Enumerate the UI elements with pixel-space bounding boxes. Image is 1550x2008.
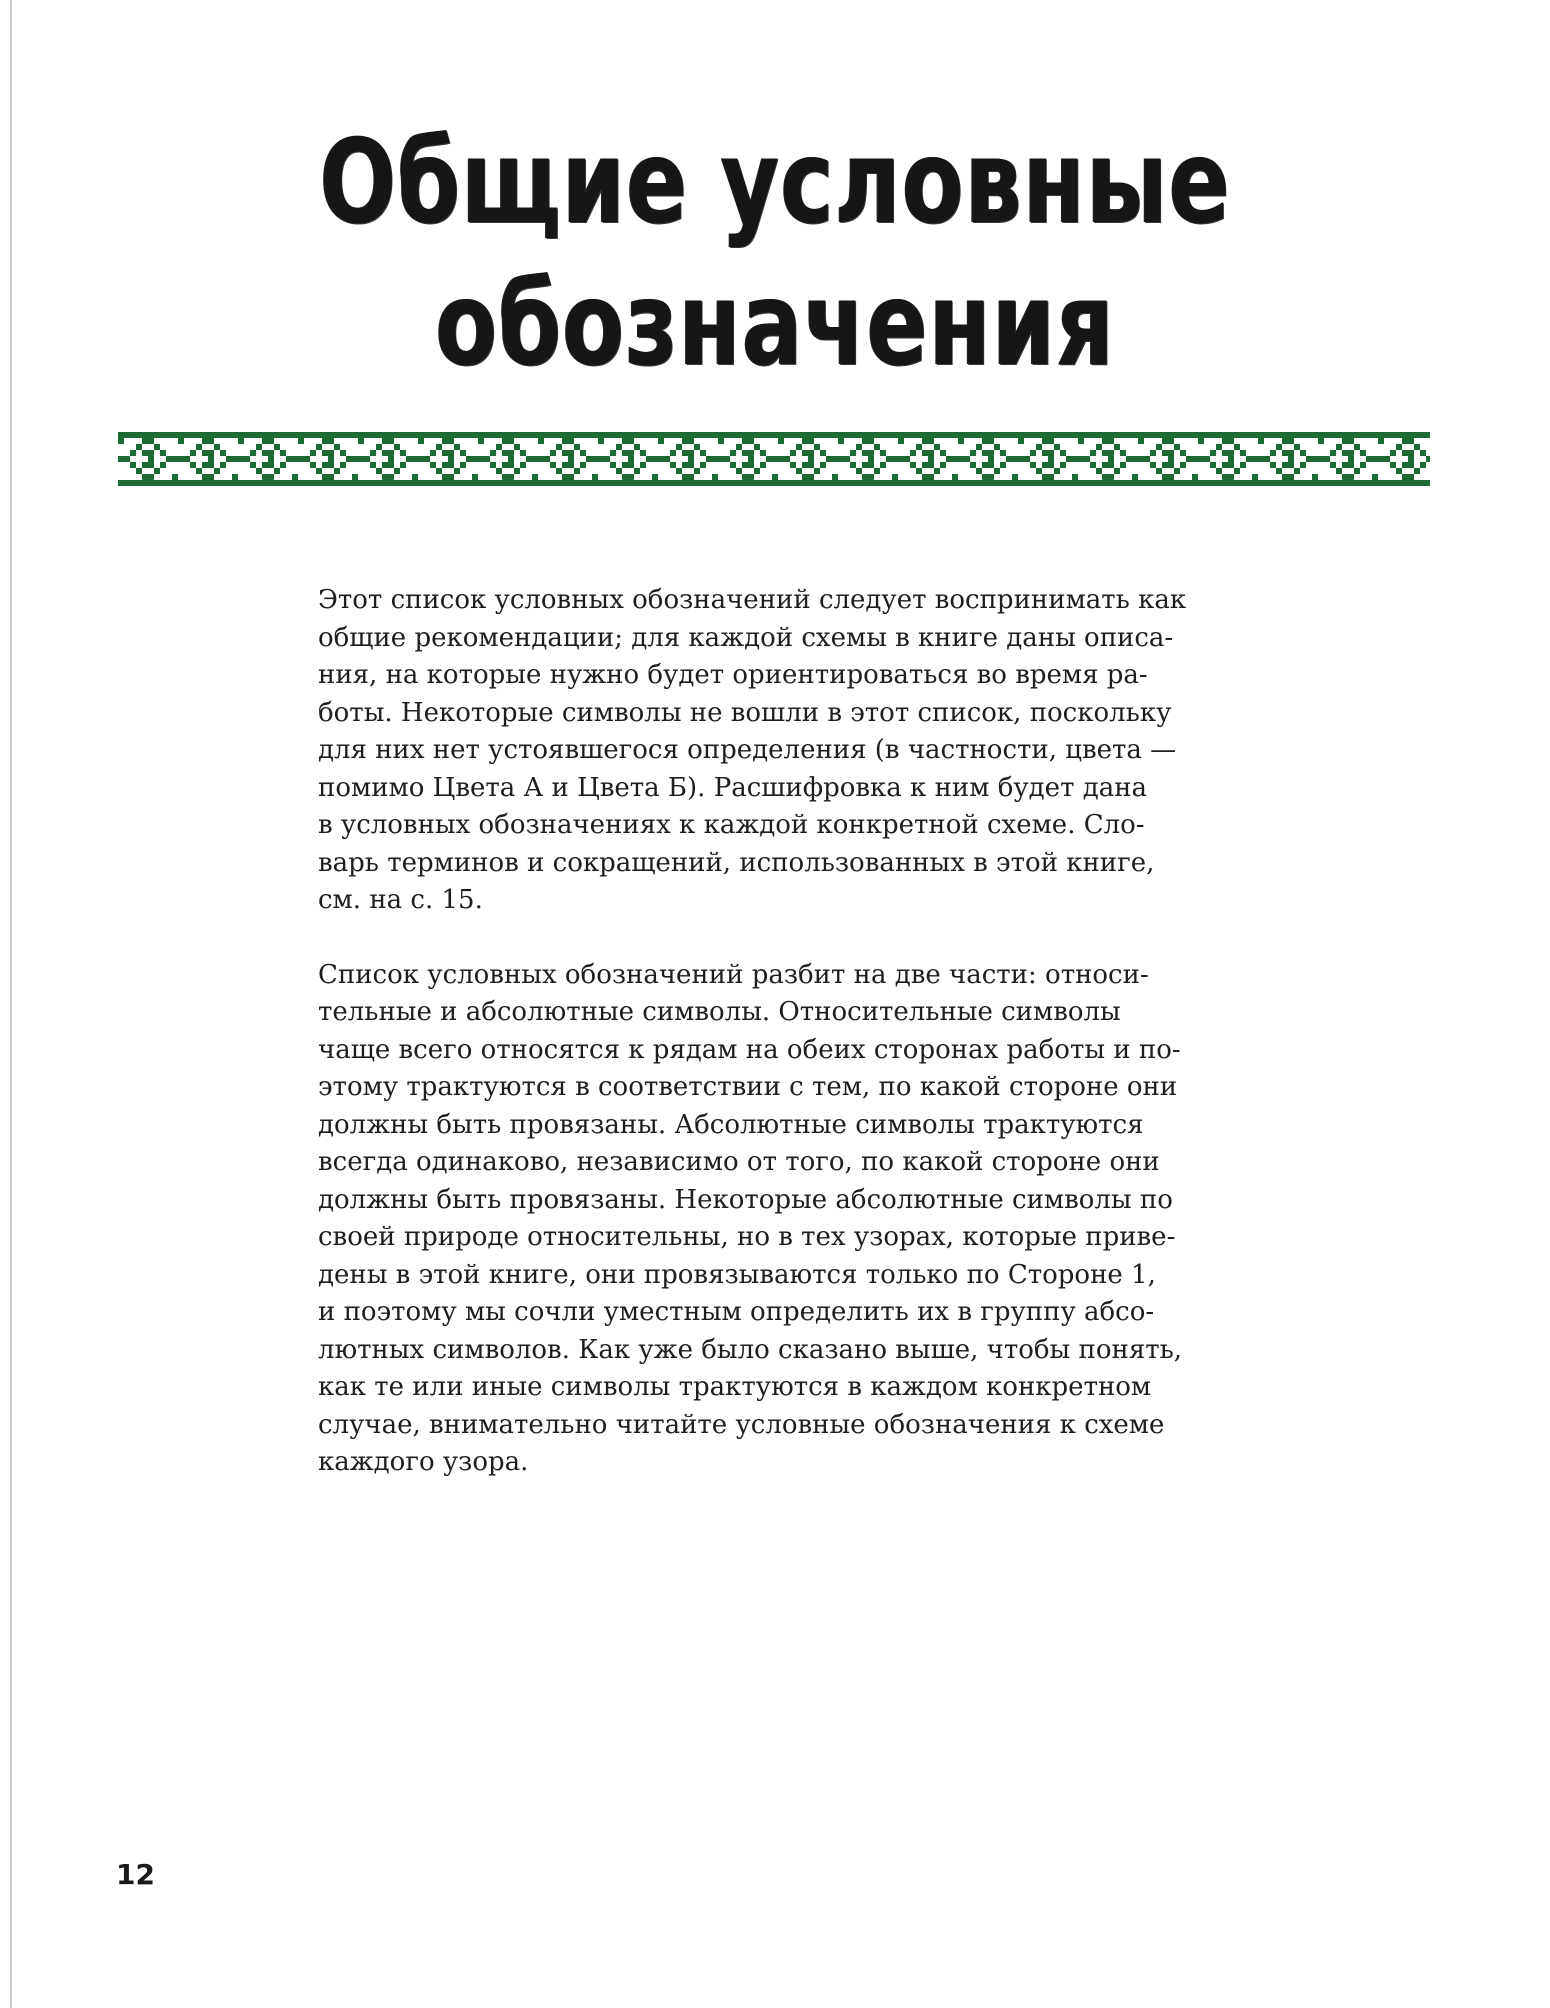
page-title-line-1: Общие условные [319,115,1231,250]
text-line: чаще всего относятся к рядам на обеих сторонах работы и по- [318,1034,1181,1065]
text-line: дены в этой книге, они провязываются только по Стороне 1, [318,1259,1156,1290]
text-line: в условных обозначениях к каждой конкретной схеме. Сло- [318,810,1145,840]
text-line: тельные и абсолютные символы. Относительные символы [318,997,1121,1027]
page-edge-rule [10,0,12,2008]
text-line: всегда одинаково, независимо от того, по какой стороне они [318,1147,1160,1177]
text-line: каждого узора. [318,1447,529,1477]
text-line: должны быть провязаны. Некоторые абсолютные символы по [318,1184,1173,1215]
text-line: этому трактуются в соответствии с тем, по какой стороне они [318,1072,1178,1102]
text-line: варь терминов и сокращений, использованных в этой книге, [318,847,1155,878]
text-line: своей природе относительны, но в тех узорах, которые приве- [318,1222,1176,1252]
ethnic-knit-ornament-band-icon [118,432,1430,486]
page-number: 12 [116,1858,155,1891]
text-line: общие рекомендации; для каждой схемы в книге даны описа- [318,622,1174,653]
text-line: Список условных обозначений разбит на две части: относи- [318,959,1149,990]
body-text [318,582,1258,1482]
text-line: лютных символов. Как уже было сказано выше, чтобы понять, [318,1334,1183,1365]
page-title-line-2: обозначения [435,257,1115,392]
text-line: ния, на которые нужно будет ориентироваться во время ра- [318,660,1148,690]
text-line: помимо Цвета А и Цвета Б). Расшифровка к ним будет дана [318,772,1148,803]
page-title [171,112,1380,396]
paragraph-1 [318,582,1258,920]
text-line: для них нет устоявшегося определения (в частности, цвета — [318,735,1177,765]
text-line: боты. Некоторые символы не вошли в этот список, поскольку [318,697,1172,728]
text-line: как те или иные символы трактуются в каждом конкретном [318,1372,1152,1402]
paragraph-2 [318,957,1258,1482]
text-line: Этот список условных обозначений следует воспринимать как [318,585,1187,615]
text-line: случае, внимательно читайте условные обозначения к схеме [318,1409,1165,1440]
text-line: и поэтому мы сочли уместным определить их в группу абсо- [318,1297,1155,1327]
text-line: должны быть провязаны. Абсолютные символы трактуются [318,1109,1144,1140]
text-line: см. на с. 15. [318,885,483,915]
